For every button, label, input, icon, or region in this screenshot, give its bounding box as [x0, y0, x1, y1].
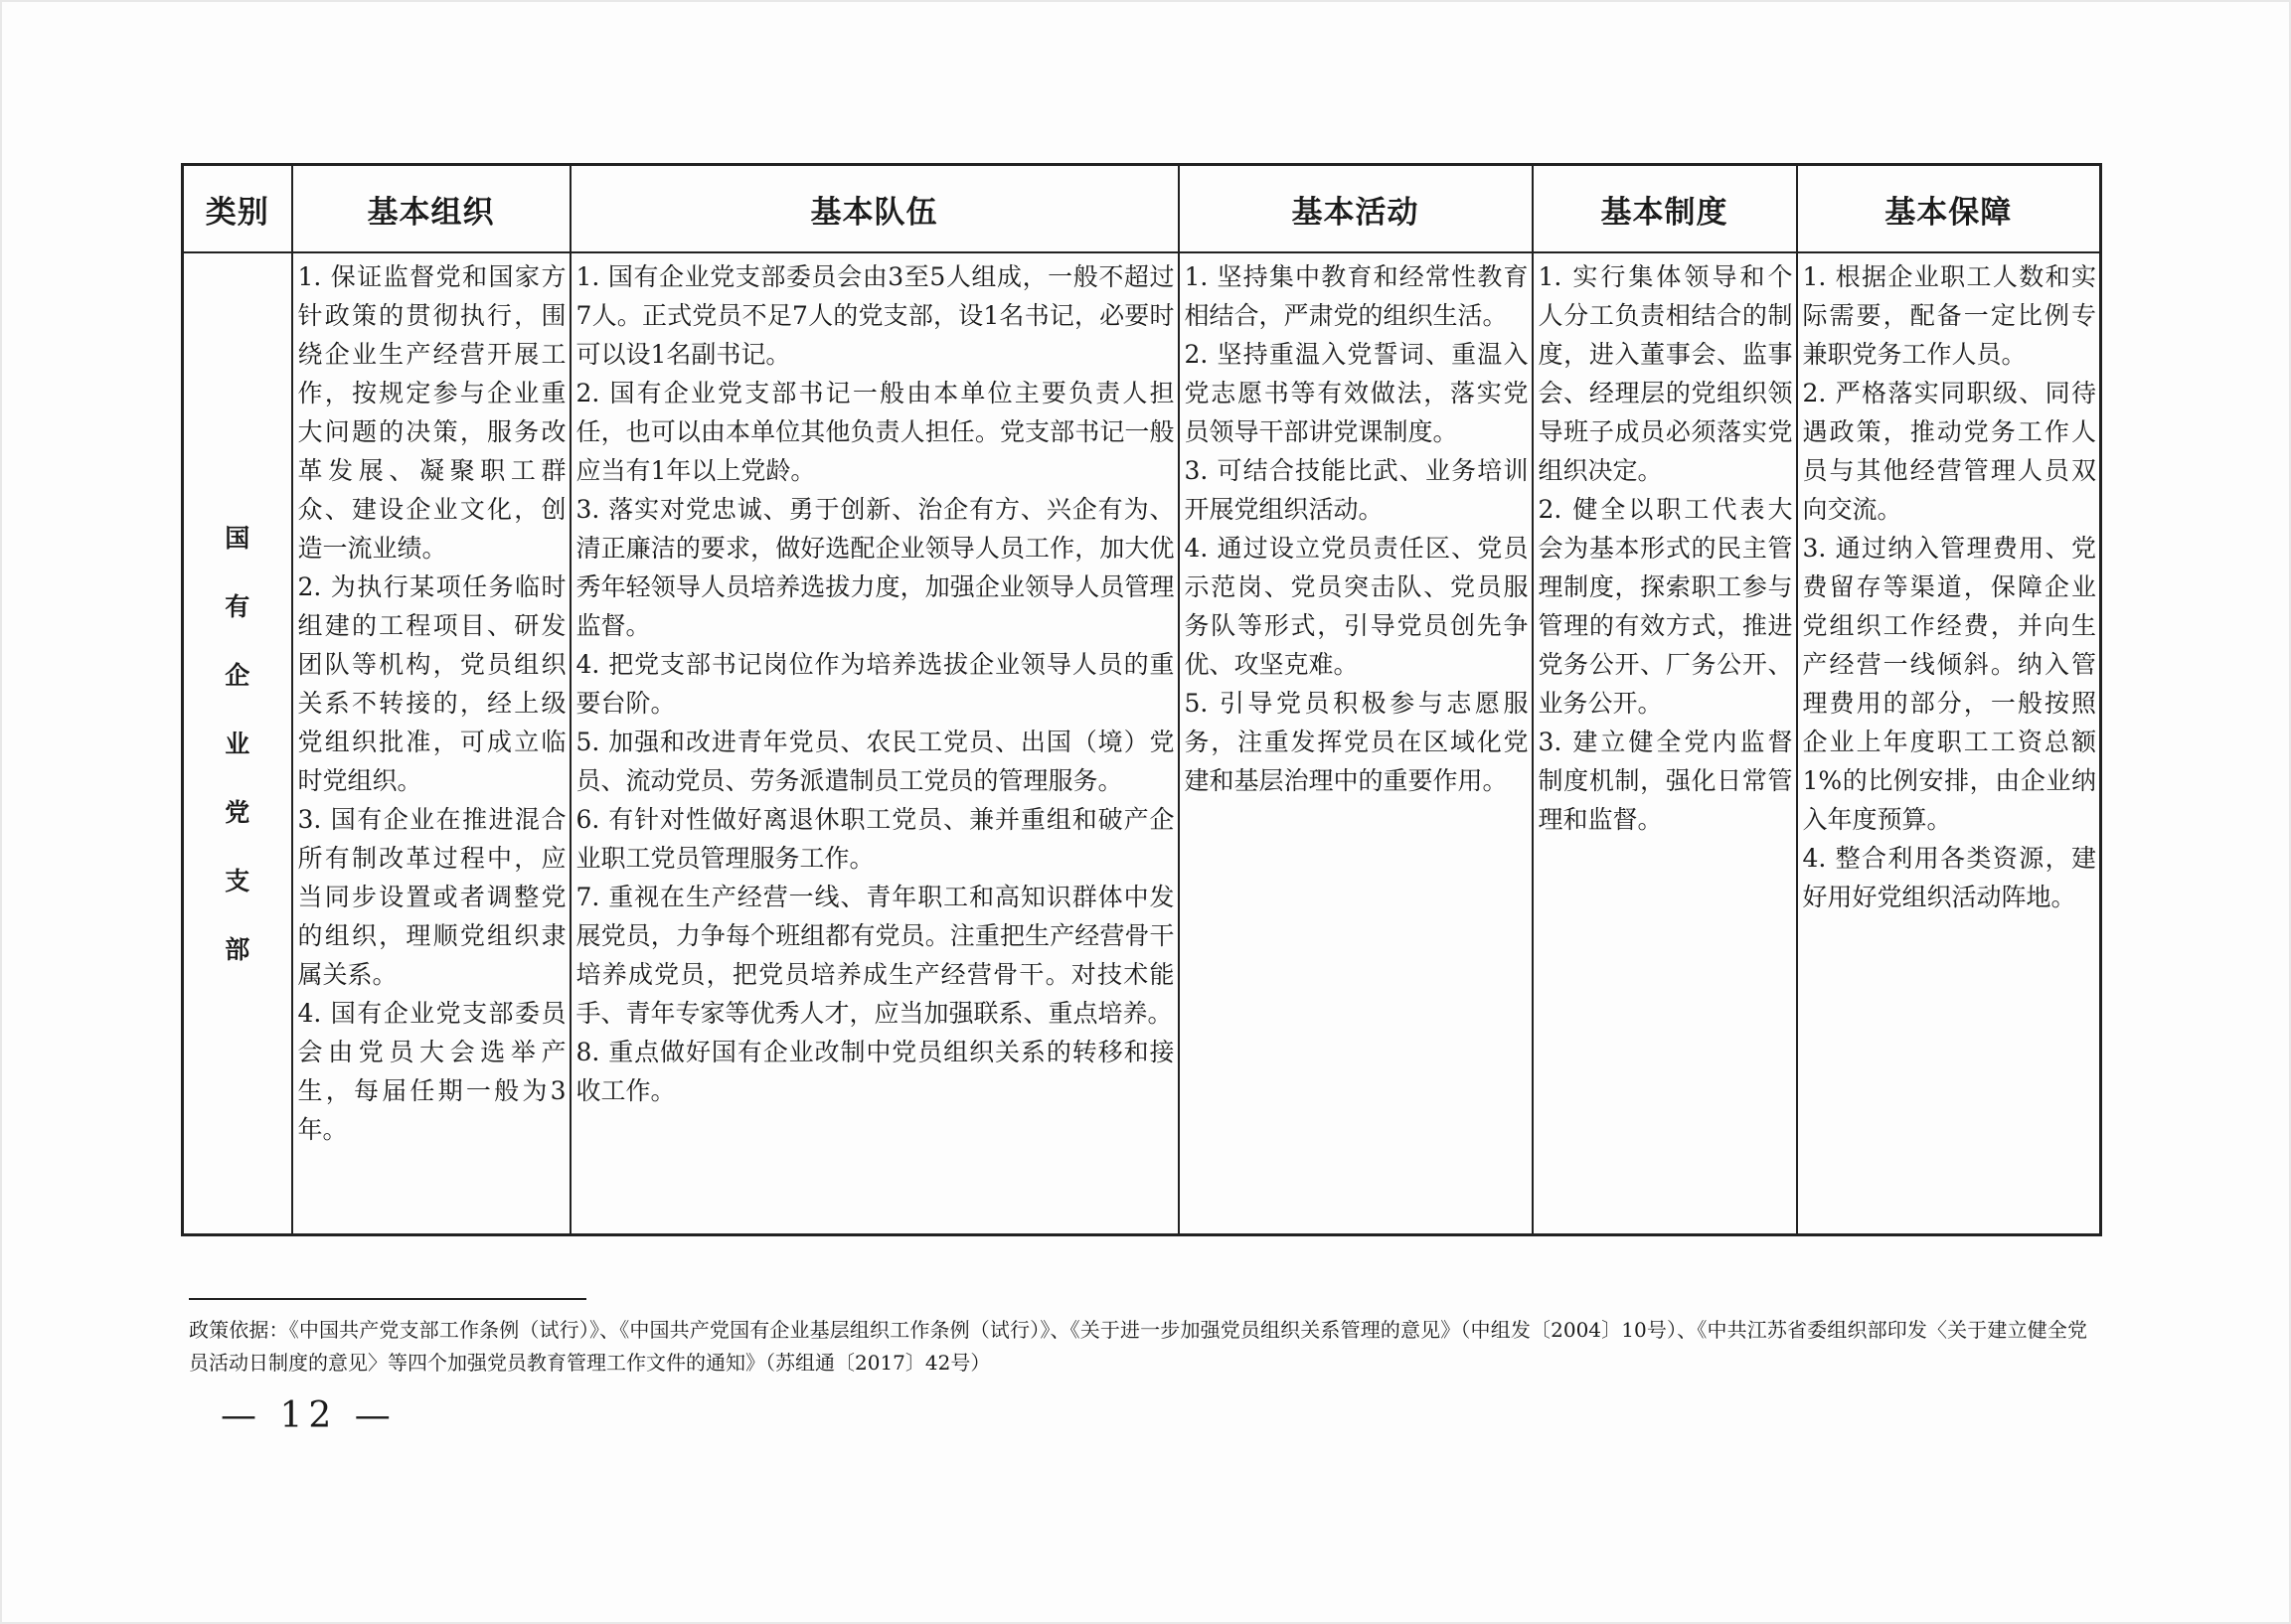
header-basic-organization: 基本组织	[292, 165, 571, 253]
header-basic-team: 基本队伍	[571, 165, 1179, 253]
list-item: 2. 严格落实同职级、同待遇政策，推动党务工作人员与其他经营管理人员双向交流。	[1802, 379, 2096, 524]
cell-basic-system	[1533, 252, 1797, 1235]
list-item: 2. 健全以职工代表大会为基本形式的民主管理制度，探索职工参与管理的有效方式，推进党务公开、厂务公开、业务公开。	[1538, 495, 1793, 718]
list-item: 1. 保证监督党和国家方针政策的贯彻执行，围绕企业生产经营开展工作，按规定参与企业重大问题的决策，服务改革发展、凝聚职工群众、建设企业文化，创造一流业绩。	[297, 262, 567, 563]
footnote-divider	[189, 1298, 586, 1300]
table-header-row	[183, 165, 2101, 253]
list-item: 3. 落实对党忠诚、勇于创新、治企有方、兴企有为、清正廉洁的要求，做好选配企业领导人员工作，加大优秀年轻领导人员培养选拔力度，加强企业领导人员管理监督。	[575, 495, 1175, 640]
header-basic-activities: 基本活动	[1179, 165, 1533, 253]
list-item: 5. 加强和改进青年党员、农民工党员、出国（境）党员、流动党员、劳务派遣制员工党员的管理服务。	[575, 728, 1175, 795]
category-label: 国有企业党支部	[225, 523, 250, 964]
list-item: 3. 建立健全党内监督制度机制，强化日常管理和监督。	[1538, 728, 1793, 834]
category-cell	[183, 252, 292, 1235]
cell-basic-guarantee	[1797, 252, 2101, 1235]
list-item: 1. 国有企业党支部委员会由3至5人组成，一般不超过7人。正式党员不足7人的党支部，设1名书记，必要时可以设1名副书记。	[575, 262, 1175, 369]
header-basic-system: 基本制度	[1533, 165, 1797, 253]
list-item: 3. 国有企业在推进混合所有制改革过程中，应当同步设置或者调整党的组织，理顺党组织隶属关系。	[297, 805, 567, 989]
list-item: 4. 通过设立党员责任区、党员示范岗、党员突击队、党员服务队等形式，引导党员创先争优、攻坚克难。	[1184, 534, 1529, 679]
policy-basis-footnote: 政策依据：《中国共产党支部工作条例（试行）》、《中国共产党国有企业基层组织工作条例（试行）》、《关于进一步加强党员组织关系管理的意见》（中组发〔2004〕10号）、《中共江苏省委组织部印发〈关于建立健全党员活动日制度的意见〉等四个加强党员教育管理工作文件的通知》（苏组通〔2017〕42号）	[189, 1318, 2087, 1375]
header-basic-guarantee: 基本保障	[1797, 165, 2101, 253]
list-item: 7. 重视在生产经营一线、青年职工和高知识群体中发展党员，力争每个班组都有党员。注重把生产经营骨干培养成党员，把党员培养成生产经营骨干。对技术能手、青年专家等优秀人才，应当加强联系、重点培养。	[575, 883, 1175, 1028]
list-item: 3. 通过纳入管理费用、党费留存等渠道，保障企业党组织工作经费，并向生产经营一线倾斜。纳入管理费用的部分，一般按照企业上年度职工工资总额1%的比例安排，由企业纳入年度预算。	[1802, 534, 2096, 834]
header-category: 类别	[183, 165, 292, 253]
list-item: 2. 坚持重温入党誓词、重温入党志愿书等有效做法，落实党员领导干部讲党课制度。	[1184, 340, 1529, 446]
table-row	[183, 252, 2101, 1235]
cell-basic-activities	[1179, 252, 1533, 1235]
list-item: 1. 实行集体领导和个人分工负责相结合的制度，进入董事会、监事会、经理层的党组织领导班子成员必须落实党组织决定。	[1538, 262, 1793, 485]
list-item: 1. 根据企业职工人数和实际需要，配备一定比例专兼职党务工作人员。	[1802, 262, 2096, 369]
list-item: 5. 引导党员积极参与志愿服务，注重发挥党员在区域化党建和基层治理中的重要作用。	[1184, 689, 1529, 795]
cell-basic-organization	[292, 252, 571, 1235]
list-item: 4. 整合利用各类资源，建好用好党组织活动阵地。	[1802, 844, 2096, 911]
list-item: 4. 把党支部书记岗位作为培养选拔企业领导人员的重要台阶。	[575, 650, 1175, 718]
page-number: — 12 —	[221, 1395, 397, 1436]
list-item: 1. 坚持集中教育和经常性教育相结合，严肃党的组织生活。	[1184, 262, 1529, 330]
list-item: 4. 国有企业党支部委员会由党员大会选举产生，每届任期一般为3年。	[297, 999, 567, 1144]
list-item: 2. 国有企业党支部书记一般由本单位主要负责人担任，也可以由本单位其他负责人担任。党支部书记一般应当有1年以上党龄。	[575, 379, 1175, 485]
list-item: 2. 为执行某项任务临时组建的工程项目、研发团队等机构，党员组织关系不转接的，经上级党组织批准，可成立临时党组织。	[297, 572, 567, 795]
list-item: 8. 重点做好国有企业改制中党员组织关系的转移和接收工作。	[575, 1038, 1175, 1105]
list-item: 3. 可结合技能比武、业务培训开展党组织活动。	[1184, 456, 1529, 524]
list-item: 6. 有针对性做好离退休职工党员、兼并重组和破产企业职工党员管理服务工作。	[575, 805, 1175, 873]
party-branch-table	[181, 163, 2102, 1236]
cell-basic-team	[571, 252, 1179, 1235]
